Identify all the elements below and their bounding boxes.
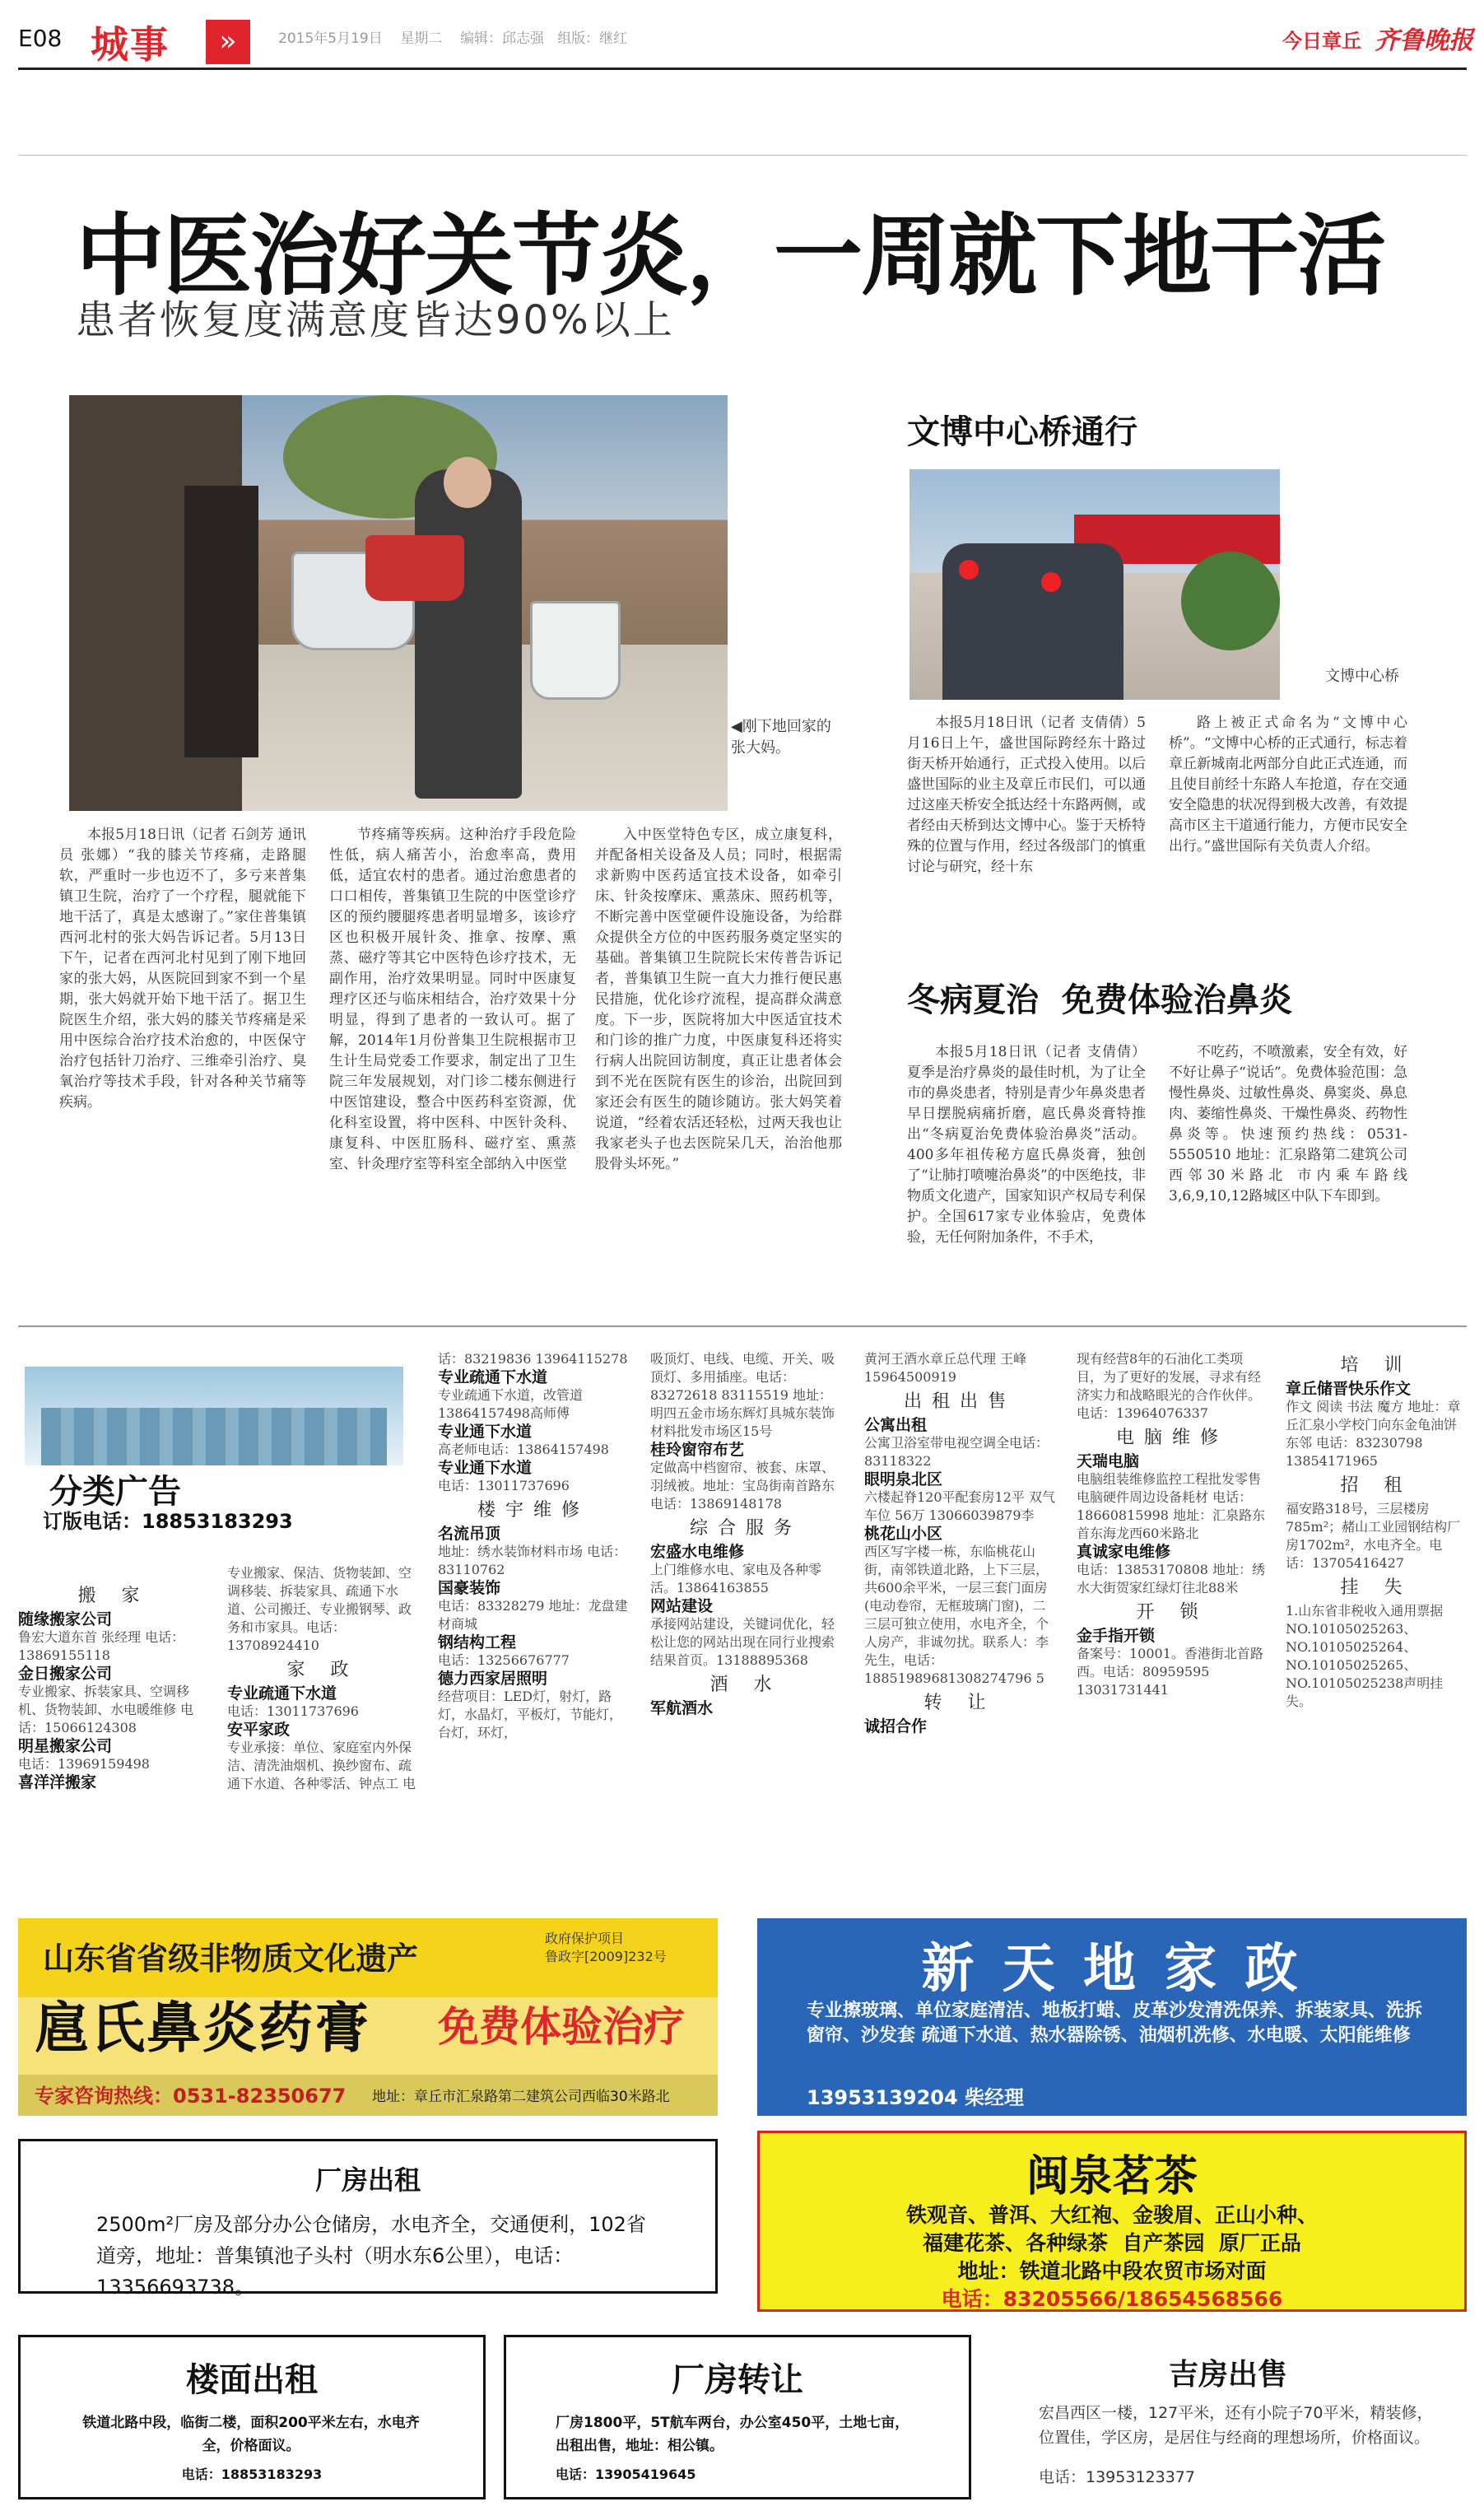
factory-rent-body: 2500m²厂房及部分办公仓储房，水电齐全，交通便利，102省道旁，地址：普集镇池子头村（明水东6公里），电话：13356693738。	[96, 2213, 646, 2299]
floor-rent-phone: 电话：18853183293	[181, 2467, 323, 2482]
list-item: 真诚家电维修 电话：13853170808 地址：绣水大街贺家红绿灯往北88米	[1077, 1543, 1266, 1596]
list-item: 专业搬家、保洁、货物装卸、空调移装、拆装家具、疏通下水道、公司搬迁、专业搬钢琴、政务和市家具。电话：13708924410	[227, 1565, 412, 1653]
article2-col1: 本报5月18日讯（记者 支倩倩）5月16日上午，盛世国际跨经东十路过街天桥开始通行，正式投入使用。以后盛世国际的业主及章丘市民们，可以通过这座天桥安全抵达经十东路两侧，或者经由天桥到达文博中心。鉴于天桥特殊的位置与作用，经过各级部门的慎重讨论与研究，经十东	[907, 715, 1146, 875]
classified-col1	[18, 1581, 209, 1894]
list-item: 国豪装饰 电话：83328279 地址：龙盘建材商城	[438, 1579, 628, 1632]
xintian-phone: 13953139204 柴经理	[807, 2086, 1025, 2109]
section-title: 城事	[91, 22, 170, 67]
ad-xintiandi	[757, 1918, 1467, 2116]
list-item: 德力西家居照明 经营项目：LED灯，射灯，路灯，水晶灯，平板灯，节能灯，台灯，环灯，	[438, 1670, 623, 1740]
list-item: 专业通下水道 高老师电话：13864157498	[438, 1423, 609, 1457]
category-moving: 搬 家	[77, 1586, 150, 1606]
house-sale-phone: 电话：13953123377	[1039, 2468, 1195, 2486]
ad-factory-rent	[18, 2139, 718, 2299]
door	[184, 486, 258, 757]
headline: 中医治好关节炎，一周就下地干活	[76, 205, 1385, 308]
list-item: 现有经营8年的石油化工类项目，为了更好的发展，寻求有经济实力和战略眼光的合作伙伴。电话：13964076337	[1077, 1351, 1262, 1421]
list-item: 随缘搬家公司 鲁宏大道东首 张经理 电话：13869155118	[18, 1610, 185, 1663]
flower-1	[959, 560, 979, 580]
heritage-line: 山东省省级非物质文化遗产	[43, 1940, 419, 1977]
list-item: 桃花山小区 西区写字楼一栋，东临桃花山街，南邻铁道北路，上下三层，共600余平米，一层三套门面房(电动卷帘，无框玻璃门窗)，二三层可独立使用，水电齐全，个人房产，非诚勿扰。联系人：李先生，电话：18851989681308274796 5	[864, 1525, 1049, 1686]
factory-rent-title: 厂房出租	[314, 2164, 421, 2196]
category-liquor: 酒 水	[709, 1675, 782, 1695]
category-lease: 招 租	[1340, 1475, 1412, 1496]
list-item: 公寓出租 公寓卫浴室带电视空调全电话：83118322	[864, 1416, 1049, 1469]
face	[444, 457, 491, 508]
category-rent-sale: 出租出售	[903, 1391, 1016, 1412]
trees-right	[1181, 552, 1280, 650]
article-main-col1: 本报5月18日讯（记者 石剑芳 通讯员 张娜）“我的膝关节疼痛，走路腿软，严重时一步也迈不了，多亏来普集镇卫生院，治疗了一个疗程，腿就能下地干活了，真是太感谢了。”家住普集镇西河北村的张大妈告诉记者。5月13日下午，记者在西河北村见到了刚下地回家的张大妈，从医院回到家不到一个星期，张大妈就开始下地干活了。据卫生院医生介绍，张大妈的膝关节疼痛是采用中医综合治疗技术治愈的，中医保守治疗包括针刀治疗、三维牵引治疗、臭氧治疗等技术手段，针对各种关节痛等疾病。	[59, 827, 306, 1111]
floor-rent-body: 铁道北路中段，临街二楼，面积200平米左右，水电齐全，价格面议。	[82, 2415, 420, 2454]
list-item: 明星搬家公司 电话：13969159498	[18, 1737, 150, 1772]
classified-col5	[864, 1350, 1055, 1894]
article-main-col3: 入中医堂特色专区，成立康复科，并配备相关设备及人员；同时，根据需求新购中医药适宜技术设备，如牵引床、针灸按摩床、熏蒸床、照药机等，不断完善中医堂硬件设施设备，为给群众提供全方位的中医药服务奠定坚实的基础。普集镇卫生院院长宋传普告诉记者，普集镇卫生院一直大力推行便民惠民措施，优化诊疗流程，提高群众满意度。下一步，医院将加大中医适宜技术和门诊的推广力度，中医康复科还将实行病人出院回访制度，真正让患者体会到不光在医院有医生的诊治，出院回到家还会有医生的随诊随访。张大妈笑着说道，“经着农活还轻松，过两天我也让我家老头子也去医院呆几天，治治他那股骨头坏死。”	[595, 827, 842, 1172]
header-meta	[278, 26, 627, 47]
factory-transfer-title: 厂房转让	[672, 2361, 803, 2399]
category-general-service: 综合服务	[689, 1518, 802, 1539]
classified-col2	[227, 1564, 418, 1894]
list-item: 喜洋洋搬家	[18, 1773, 97, 1791]
article-main-col2: 节疼痛等疾病。这种治疗手段危险性低，病人痛苦小，治愈率高，费用低，适宜农村的患者。通过治愈患者的口口相传，普集镇卫生院的中医堂诊疗区的预约腰腿疼患者明显增多，该诊疗区也积极开展针灸、推拿、按摩、熏蒸、磁疗等其它中医特色诊疗技术，无副作用，治疗效果明显。同时中医康复理疗区还与临床相结合，治疗效果十分明显，得到了患者的一致认可。据了解，2014年1月份普集卫生院根据市卫生计生局党委工作要求，制定出了卫生院三年发展规划，对门诊二楼东侧进行中医馆建设，整合中医药科室资源，优化科室设置，将中医科、中医针灸科、康复科、中医肛肠科、磁疗室、熏蒸室、针灸理疗室等科室全部纳入中医堂	[329, 827, 576, 1172]
heritage-brand: 扈氏鼻炎药膏	[35, 1996, 370, 2060]
category-computer-repair: 电脑维修	[1115, 1428, 1228, 1448]
article3-title: 冬病夏治 免费体验治鼻炎	[907, 981, 1292, 1019]
list-item: 金手指开锁 备案号：10001。香港街北首路西。电话：80959595 13031731441	[1077, 1627, 1263, 1698]
list-item: 桂玲窗帘布艺 定做高中档窗帘、被套、床罩、羽绒被。地址：宝岛街南首路东 电话：13869148178	[650, 1441, 835, 1512]
date: 2015年5月19日	[278, 30, 383, 47]
list-item: 专业通下水道 电话：13011737696	[438, 1459, 570, 1493]
list-item: 军航酒水	[650, 1699, 714, 1717]
tea-address: 地址：铁道北路中段农贸市场对面	[957, 2259, 1267, 2283]
list-item: 黄河王酒水章丘总代理 王峰 15964500919	[864, 1351, 1027, 1385]
house-sale-body: 宏昌西区一楼，127平米，还有小院子70平米，精装修，位置佳，学区房，是居住与经商的理想场所，价格面议。	[1039, 2404, 1433, 2447]
subheadline: 患者恢复度满意度皆达90%以上	[76, 297, 675, 343]
list-item: 名流吊顶 地址：绣水装饰材料市场 电话：83110762	[438, 1525, 627, 1577]
article3-col1: 本报5月18日讯（记者 支倩倩）夏季是治疗鼻炎的最佳时机，为了让全市的鼻炎患者，特别是青少年鼻炎患者早日摆脱病痛折磨，扈氏鼻炎膏特推出“冬病夏治免费体验治鼻炎”活动。400多年祖传秘方扈氏鼻炎膏，独创了“让肺打喷嚏治鼻炎”的中医绝技，非物质文化遗产，国家知识产权局专利保护。全国617家专业体验店，免费体验，无任何附加条件，不手术，	[907, 1044, 1146, 1246]
paper-logo: 齐鲁晚报	[1375, 26, 1473, 55]
classified-col6	[1077, 1350, 1268, 1894]
list-item: 诚招合作	[864, 1717, 928, 1735]
factory-transfer-phone: 电话：13905419645	[556, 2467, 696, 2482]
category-locksmith: 开 锁	[1136, 1602, 1208, 1623]
classified-col3	[438, 1350, 629, 1894]
heritage-slogan: 免费体验治疗	[438, 2003, 685, 2051]
photo-grandma	[69, 395, 728, 811]
list-item: 眼明泉北区 六楼起脊120平配套房12平 双气 车位 56万 13066039879李	[864, 1470, 1055, 1523]
classified-banner	[25, 1367, 403, 1465]
category-housekeeping: 家 政	[286, 1660, 359, 1680]
today-label: 今日章丘	[1282, 30, 1361, 53]
xintian-body: 专业擦玻璃、单位家庭清洁、地板打蜡、皮革沙发清洗保养、拆装家具、洗拆窗帘、沙发套 疏通下水道、热水器除锈、油烟机洗修、水电暖、太阳能维修	[807, 2001, 1423, 2046]
list-item: 金日搬家公司 专业搬家、拆装家具、空调移机、货物装卸、水电暖维修 电话：15066124308	[18, 1665, 194, 1735]
category-lost: 挂 失	[1340, 1577, 1412, 1598]
ad-factory-transfer	[504, 2335, 971, 2499]
section-arrow-icon: »	[206, 20, 250, 64]
classified-col4	[650, 1350, 841, 1894]
ad-house-sale	[989, 2335, 1467, 2499]
bridge-photo-caption: 文博中心桥	[1325, 668, 1399, 685]
xintian-title: 新 天 地 家 政	[921, 1939, 1303, 2000]
list-item: 专业疏通下水道 专业疏通下水道，改管道13864157498高师傅	[438, 1368, 584, 1421]
classified-phone: 订版电话：18853183293	[43, 1510, 293, 1533]
photo-bridge	[909, 469, 1280, 700]
article3-col2: 不吃药，不喷激素，安全有效，好不好让鼻子“说话”。免费体验范围：急慢性鼻炎、过敏性鼻炎、鼻窦炎、鼻息肉、萎缩性鼻炎、干燥性鼻炎、药物性鼻炎等。快速预约热线：0531-5550510 地址：汇泉路第二建筑公司西邻30米路北 市内乘车路线3,6,9,10,12路城区中队下车即到。	[1169, 1044, 1407, 1204]
list-item: 专业疏通下水道 电话：13011737696	[227, 1684, 359, 1719]
list-item: 章丘储晋快乐作文 作文 阅读 书法 魔方 地址：章丘汇泉小学校门向东金龟油饼东邻 电话：83230798 13854171965	[1286, 1380, 1461, 1469]
page-number: E08	[18, 25, 63, 52]
category-building-repair: 楼宇维修	[477, 1500, 589, 1521]
list-item: 1.山东省非税收入通用票据NO.10105025263、NO.10105025264、NO.10105025265、NO.10105025238声明挂失。	[1286, 1603, 1444, 1709]
header-rule-thin	[18, 155, 1467, 156]
editor: 编辑：邱志强	[459, 30, 544, 47]
heritage-badge-1: 政府保护项目	[545, 1931, 625, 1946]
tea-title: 闽泉茗茶	[1026, 2152, 1198, 2201]
category-training: 培 训	[1340, 1355, 1412, 1376]
weekday: 星期二	[400, 30, 443, 47]
ad-tea	[757, 2131, 1467, 2312]
heritage-badge-2: 鲁政字[2009]232号	[545, 1949, 667, 1964]
skyline	[41, 1408, 387, 1465]
layout-editor: 组版：继红	[557, 30, 628, 47]
tea-phone: 电话：83205566/18654568566	[941, 2287, 1283, 2311]
flower-2	[1041, 572, 1061, 592]
list-item: 网站建设 承接网站建设，关键词优化，轻松让您的网站出现在同行业搜索结果首页。13188895368	[650, 1597, 835, 1668]
bucket-red	[365, 535, 464, 601]
factory-transfer-body: 厂房1800平，5T航车两台，办公室450平，土地七亩，出租出售，地址：相公镇。	[556, 2415, 909, 2454]
article2-col2: 路上被正式命名为“文博中心桥”。“文博中心桥的正式通行，标志着章丘新城南北两部分自此正式连通，而且使目前经十东路人车抢道，存在交通安全隐患的状况得到极大改善，有效提高市区主干道通行能力，方便市民安全出行。”盛世国际有关负责人介绍。	[1169, 715, 1407, 855]
photo-caption: ◀刚下地回家的张大妈。	[731, 718, 831, 757]
article2-title: 文博中心桥通行	[907, 413, 1137, 451]
ad-floor-rent	[18, 2335, 486, 2499]
list-item: 吸顶灯、电线、电缆、开关、吸顶灯、多用插座。电话：83272618 83115519 地址：明四五金市场东辉灯具城东装饰材料批发市场区15号	[650, 1351, 835, 1439]
classified-title: 分类广告	[49, 1473, 181, 1511]
section-divider	[18, 1325, 1467, 1327]
category-transfer: 转 让	[923, 1693, 996, 1713]
list-item: 安平家政 专业承接：单位、家庭室内外保洁、清洗油烟机、换纱窗布、疏通下水道、各种零活、钟点工 电	[227, 1721, 416, 1791]
heritage-address: 地址：章丘市汇泉路第二建筑公司西临30米路北	[372, 2089, 670, 2105]
tea-line1: 铁观音、普洱、大红袍、金骏眉、正山小种、	[905, 2203, 1318, 2227]
list-item: 宏盛水电维修 上门维修水电、家电及各种零活。13864163855	[650, 1543, 822, 1596]
person	[415, 469, 522, 799]
list-item: 钢结构工程 电话：13256676777	[438, 1633, 570, 1668]
ad-heritage	[18, 1918, 718, 2116]
list-item: 话：83219836 13964115278	[438, 1351, 628, 1367]
bucket-right	[530, 601, 621, 700]
floor-rent-title: 楼面出租	[186, 2361, 318, 2399]
list-item: 福安路318号，三层楼房785m²；赭山工业园钢结构厂房1702m²，水电齐全。电话：13705416427	[1286, 1501, 1461, 1571]
tea-line2: 福建花茶、各种绿茶 自产茶园 原厂正品	[923, 2231, 1301, 2255]
classified-col7	[1286, 1350, 1467, 1894]
list-item: 天瑞电脑 电脑组装维修监控工程批发零售电脑硬件周边设备耗材 电话：18660815998 地址：汇泉路东首东海龙西60米路北	[1077, 1452, 1266, 1541]
heritage-hotline: 专家咨询热线：0531-82350677	[35, 2085, 347, 2108]
header-rule	[18, 68, 1467, 70]
house-sale-title: 吉房出售	[1168, 2358, 1287, 2392]
